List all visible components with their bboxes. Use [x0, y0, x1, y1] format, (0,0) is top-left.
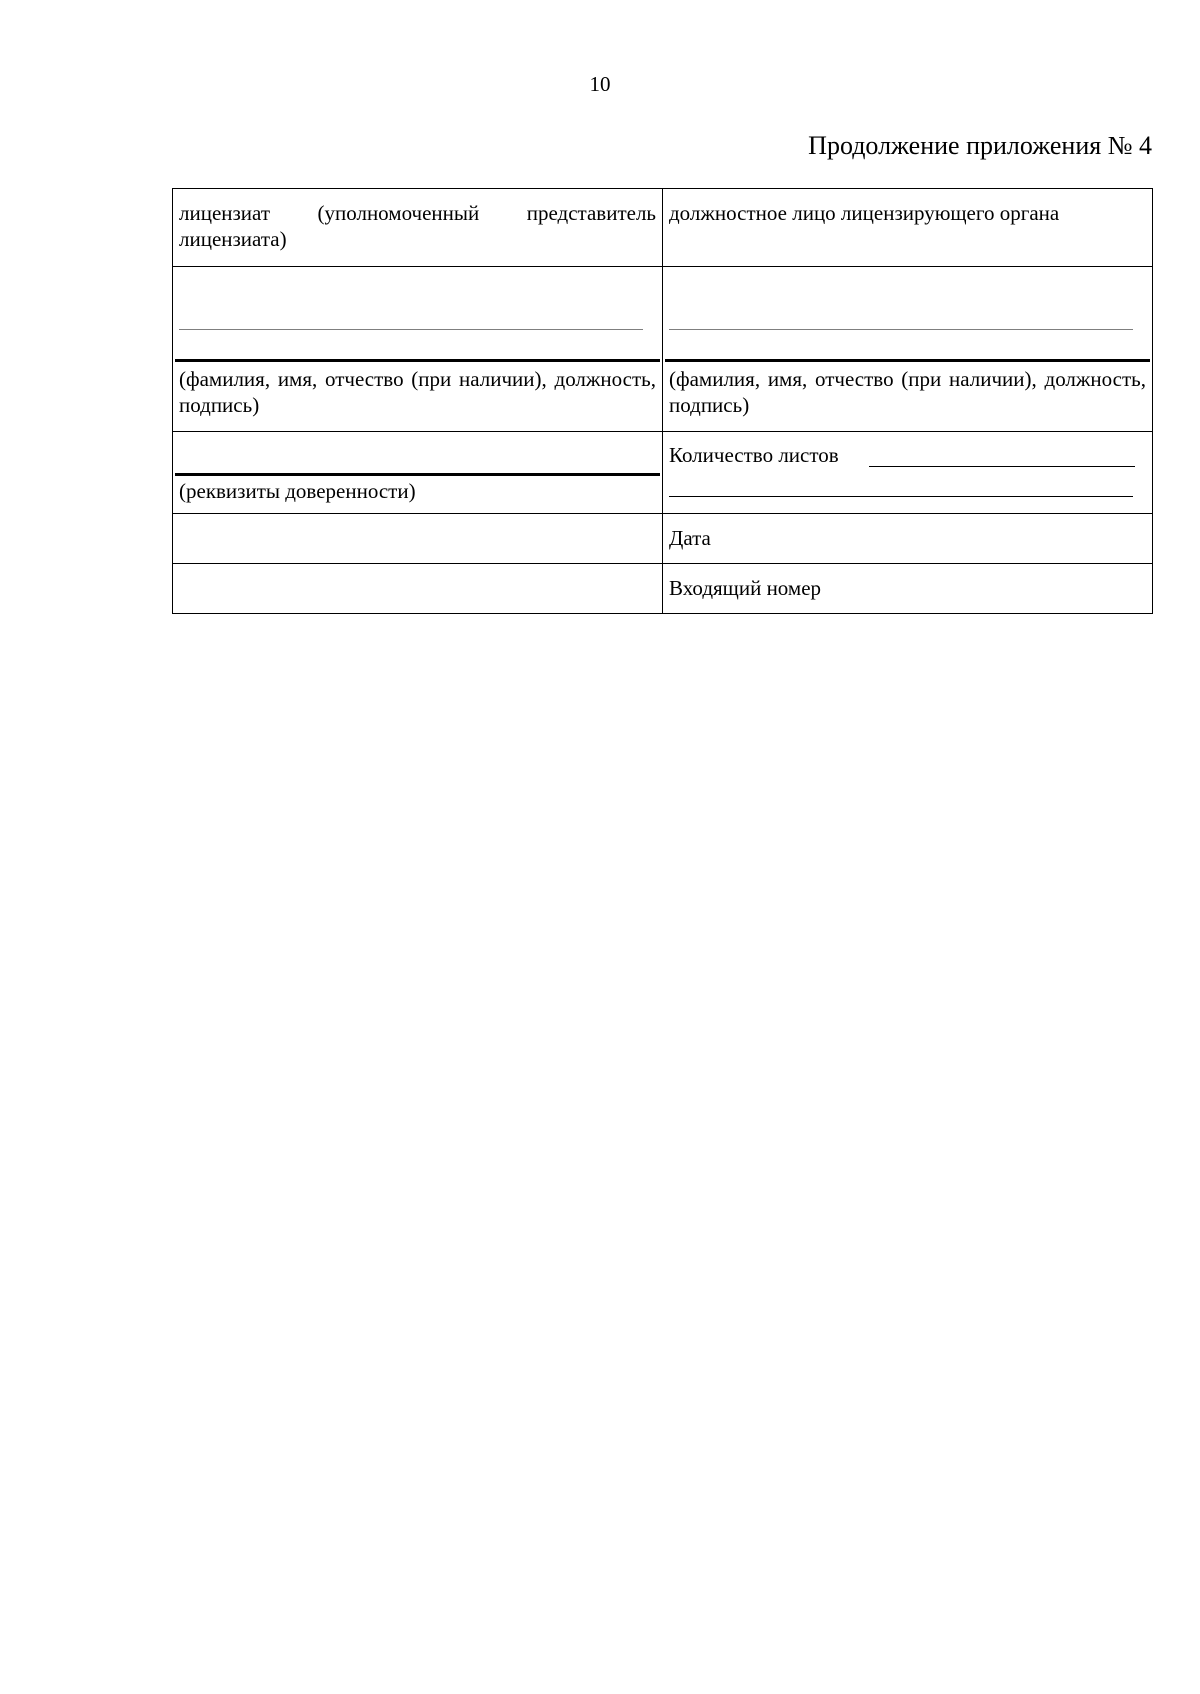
- table-row-incoming-number: [173, 564, 1153, 614]
- cell-official-signature: [663, 267, 1153, 432]
- cell-licensee-header: [173, 189, 663, 267]
- appendix-title: Продолжение приложения № 4: [808, 131, 1152, 160]
- date-label: Дата: [669, 526, 711, 550]
- table-row-date: [173, 514, 1153, 564]
- cell-empty-date: [173, 514, 663, 564]
- power-of-attorney-line[interactable]: [175, 473, 660, 476]
- power-of-attorney-caption: (реквизиты доверенности): [179, 479, 416, 503]
- cell-licensee-signature: [173, 267, 663, 432]
- page-number: 10: [589, 72, 611, 96]
- cell-official-header: [663, 189, 1153, 267]
- licensee-signature-rule: [175, 359, 660, 362]
- cell-power-of-attorney: [173, 432, 663, 514]
- incoming-number-label: Входящий номер: [669, 576, 822, 600]
- sheet-count-label: Количество листов: [669, 443, 839, 467]
- licensee-signature-caption: (фамилия, имя, отчество (при наличии), должность, подпись): [179, 367, 656, 417]
- official-header-text: должностное лицо лицензирующего органа: [669, 201, 1060, 225]
- table-row-header: [173, 189, 1153, 267]
- official-signature-line[interactable]: [669, 329, 1133, 330]
- sheet-count-blank-2[interactable]: [669, 496, 1133, 497]
- cell-sheet-count: [663, 432, 1153, 514]
- signature-table: [172, 188, 1153, 614]
- cell-date: [663, 514, 1153, 564]
- table-row-signature: [173, 267, 1153, 432]
- cell-empty-number: [173, 564, 663, 614]
- cell-incoming-number: [663, 564, 1153, 614]
- official-signature-caption: (фамилия, имя, отчество (при наличии), должность, подпись): [669, 367, 1146, 417]
- table-row-power-of-attorney: [173, 432, 1153, 514]
- sheet-count-blank[interactable]: [869, 466, 1135, 467]
- licensee-header-text: лицензиат (уполномоченный представитель лицензиата): [179, 201, 656, 251]
- official-signature-rule: [665, 359, 1150, 362]
- licensee-signature-line[interactable]: [179, 329, 643, 330]
